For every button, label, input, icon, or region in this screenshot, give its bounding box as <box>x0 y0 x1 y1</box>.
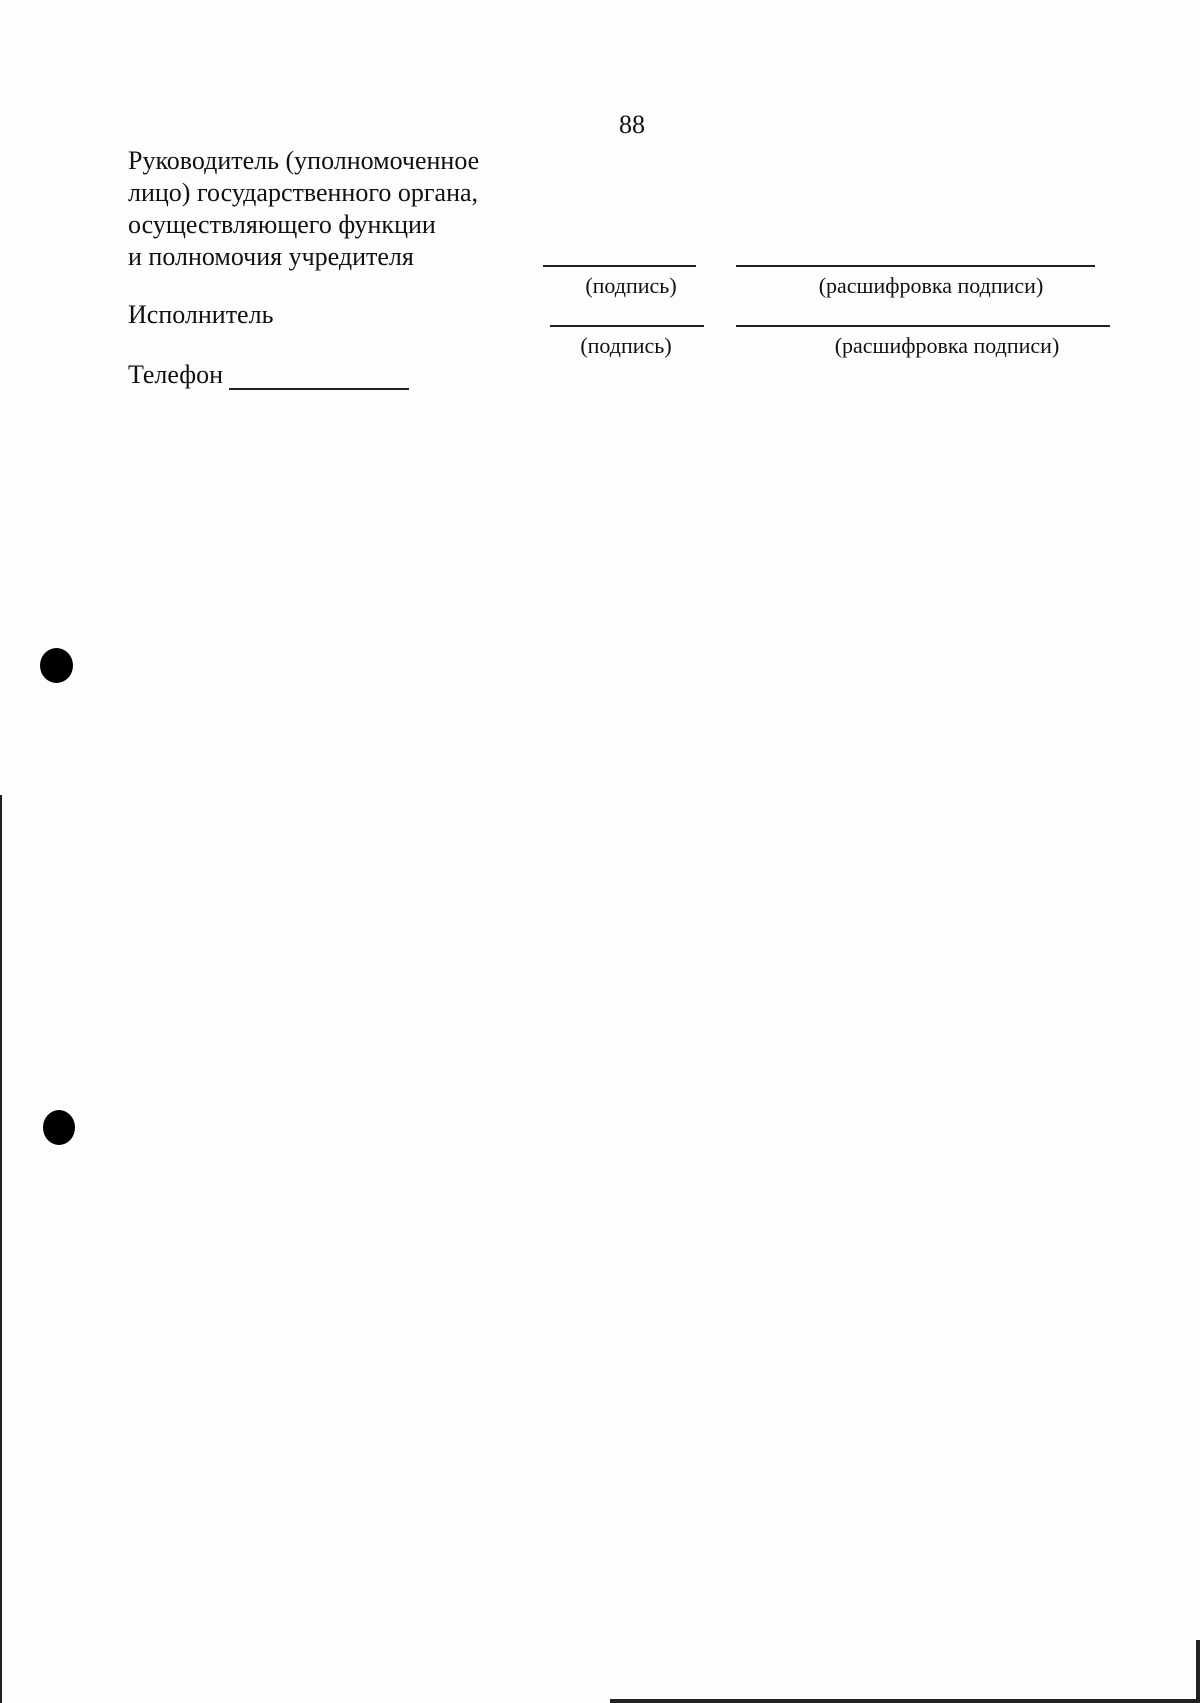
performer-decoding-caption: (расшифровка подписи) <box>834 333 1060 358</box>
scan-edge <box>1196 1640 1200 1703</box>
performer-signature-line[interactable] <box>550 325 704 327</box>
performer-label: Исполнитель <box>128 300 274 329</box>
scan-edge <box>610 1699 1200 1703</box>
page-number: 88 <box>619 110 645 139</box>
signatory-label <box>128 145 479 273</box>
phone-row <box>128 360 409 390</box>
punch-hole <box>40 648 73 683</box>
signatory-decoding-line[interactable] <box>736 265 1095 267</box>
signatory-decoding-caption: (расшифровка подписи) <box>818 273 1044 298</box>
phone-label: Телефон <box>128 360 224 389</box>
signatory-label-line: Руководитель (уполномоченное <box>128 146 480 175</box>
signatory-signature-caption: (подпись) <box>585 273 677 298</box>
punch-hole <box>43 1110 75 1145</box>
performer-decoding-line[interactable] <box>736 325 1110 327</box>
signatory-label-line: и полномочия учредителя <box>128 242 414 271</box>
scan-edge <box>0 795 2 1703</box>
signatory-label-line: лицо) государственного органа, <box>128 178 479 207</box>
performer-signature-caption: (подпись) <box>580 333 672 358</box>
signatory-label-line: осуществляющего функции <box>128 210 436 239</box>
signatory-signature-line[interactable] <box>543 265 696 267</box>
phone-field[interactable] <box>229 362 409 390</box>
